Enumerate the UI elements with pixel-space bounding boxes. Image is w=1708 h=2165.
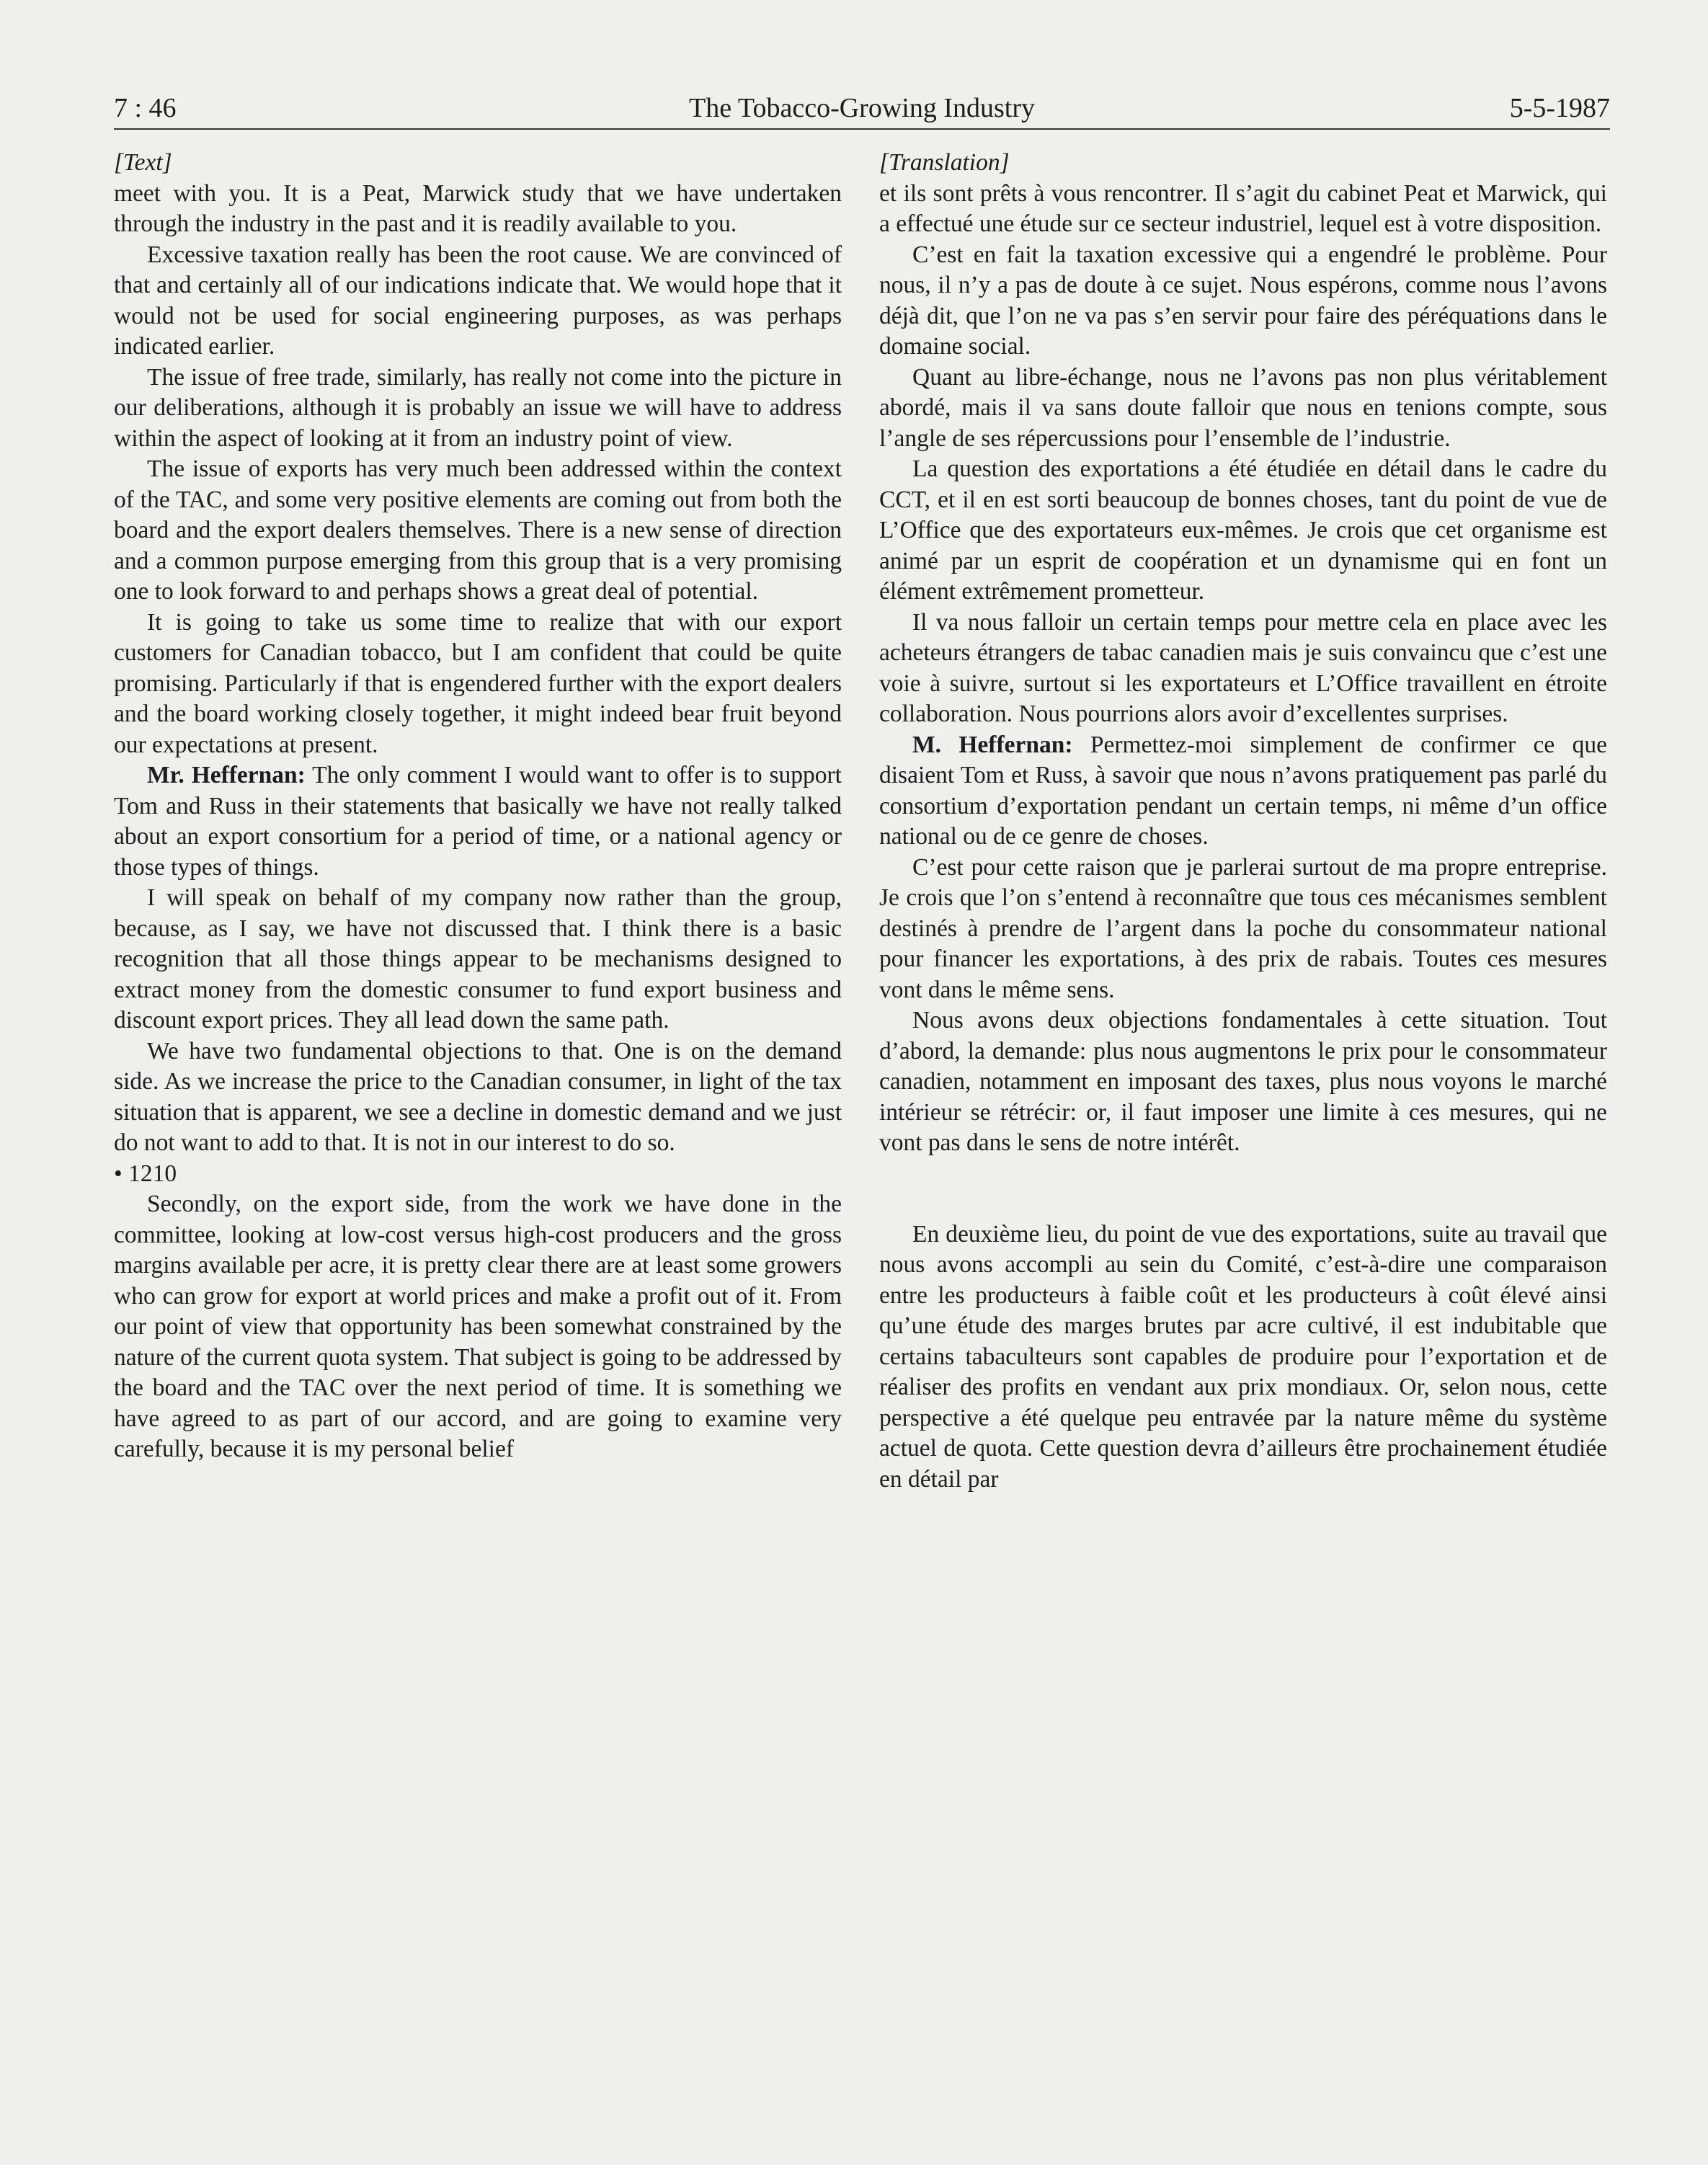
paragraph: It is going to take us some time to realize that with our export customers for Canadian tobacco, but I am confident that could be quite promising. Particularly if that is engendered further with the export dealers and the board working closely together, it might indeed bear fruit beyond our expectations at present.: [114, 608, 842, 758]
paragraph: The issue of free trade, similarly, has really not come into the picture in our deliberations, although it is probably an issue we will have to address within the aspect of looking at it from an industry point of view.: [114, 363, 842, 452]
paragraph: I will speak on behalf of my company now rather than the group, because, as I say, we have not discussed that. I think there is a basic recognition that all those things appear to be mechanisms designed to extract money from the domestic consumer to fund export business and discount export prices. They all lead down the same path.: [114, 884, 842, 1033]
french-column: [879, 148, 1607, 1495]
column-label: [Text]: [114, 149, 172, 176]
english-column: [114, 148, 842, 1465]
time-marker: • 1210: [114, 1160, 177, 1187]
paragraph: La question des exportations a été étudiée en détail dans le cadre du CCT, et il en est sorti beaucoup de bonnes choses, tant du point de vue de L’Office que des exportateurs eux-mêmes. Je crois que cet organisme est animé par un esprit de coopération et un dynamisme qui en font un élément extrêmement prometteur.: [879, 455, 1607, 605]
header-date: 5-5-1987: [1509, 93, 1610, 123]
paragraph: Secondly, on the export side, from the work we have done in the committee, looking at low-cost versus high-cost producers and the gross margins available per acre, it is pretty clear there are at least some growers who can grow for export at world prices and make a profit out of it. From our point of view that opportunity has been somewhat constrained by the nature of the current quota system. That subject is going to be addressed by the board and the TAC over the next period of time. It is something we have agreed to as part of our accord, and are going to examine very carefully, because it is my personal belief: [114, 1191, 842, 1462]
paragraph: Excessive taxation really has been the root cause. We are convinced of that and certainly all of our indications indicate that. We would hope that it would not be used for social engineering purposes, as was perhaps indicated earlier.: [114, 241, 842, 360]
speaker-name: Mr. Heffernan:: [147, 762, 306, 788]
paragraph: C’est en fait la taxation excessive qui a engendré le problème. Pour nous, il n’y a pas de doute à ce sujet. Nous espérons, comme nous l’avons déjà dit, que l’on ne va pas s’en servir pour faire des péréquations dans le domaine social.: [879, 241, 1607, 360]
speaker-name: M. Heffernan:: [912, 731, 1073, 758]
paragraph: Nous avons deux objections fondamentales à cette situation. Tout d’abord, la demande: plus nous augmentons le prix pour le consommateur canadien, notamment en imposant des taxes, plus nous voyons le marché intérieur se rétrécir: or, il faut imposer une limite à ces mesures, qui ne vont pas dans le sens de notre intérêt.: [879, 1007, 1607, 1156]
paragraph: Quant au libre-échange, nous ne l’avons pas non plus véritablement abordé, mais il va sans doute falloir que nous en tenions compte, sous l’angle de ses répercussions pour l’ensemble de l’industrie.: [879, 363, 1607, 452]
speaker-text: The only comment I would want to offer is to support Tom and Russ in their statements that basically we have not really talked about an export consortium for a period of time, or a national agency or those types of things.: [114, 762, 842, 881]
speaker-paragraph: [879, 730, 1607, 853]
running-header: [114, 92, 1610, 128]
paragraph: Il va nous falloir un certain temps pour mettre cela en place avec les acheteurs étrangers de tabac canadien mais je suis convaincu que c’est une voie à suivre, surtout si les exportateurs et L’Office travaillent en étroite collaboration. Nous pourrions alors avoir d’excellentes surprises.: [879, 608, 1607, 727]
column-label: [Translation]: [879, 149, 1010, 176]
speaker-paragraph: [114, 760, 842, 883]
paragraph: En deuxième lieu, du point de vue des exportations, suite au travail que nous avons accompli au sein du Comité, c’est-à-dire une comparaison entre les producteurs à faible coût et les producteurs à coût élevé ainsi qu’une étude des marges brutes par acre cultivé, il est indubitable que certains tabaculteurs sont capables de produire pour l’exportation et de réaliser des profits en vendant aux prix mondiaux. Or, selon nous, cette perspective a été quelque peu entravée par la nature même du système actuel de quota. Cette question devra d’ailleurs être prochainement étudiée en détail par: [879, 1220, 1607, 1493]
running-title: The Tobacco-Growing Industry: [689, 93, 1035, 123]
paragraph: et ils sont prêts à vous rencontrer. Il s’agit du cabinet Peat et Marwick, qui a effectué une étude sur ce secteur industriel, lequel est à votre disposition.: [879, 179, 1607, 237]
page-number: 7 : 46: [114, 93, 177, 123]
paragraph: C’est pour cette raison que je parlerai surtout de ma propre entreprise. Je crois que l’on s’entend à reconnaître que tous ces mécanismes semblent destinés à prendre de l’argent dans la poche du consommateur national pour financer les exportations, à des prix de rabais. Toutes ces mesures vont dans le même sens.: [879, 853, 1607, 1003]
speaker-text: Permettez-moi simplement de confirmer ce que disaient Tom et Russ, à savoir que nous n’avons pratiquement pas parlé du consortium d’exportation pendant un certain temps, ni même d’un office national ou de ce genre de choses.: [879, 731, 1608, 850]
header-rule: [114, 128, 1610, 130]
paragraph: meet with you. It is a Peat, Marwick study that we have undertaken through the industry in the past and it is readily available to you.: [114, 179, 842, 237]
paragraph: The issue of exports has very much been addressed within the context of the TAC, and some very positive elements are coming out from both the board and the export dealers themselves. There is a new sense of direction and a common purpose emerging from this group that is a very promising one to look forward to and perhaps shows a great deal of potential.: [114, 455, 842, 605]
paragraph: We have two fundamental objections to that. One is on the demand side. As we increase the price to the Canadian consumer, in light of the tax situation that is apparent, we see a decline in domestic demand and we just do not want to add to that. It is not in our interest to do so.: [114, 1037, 842, 1156]
